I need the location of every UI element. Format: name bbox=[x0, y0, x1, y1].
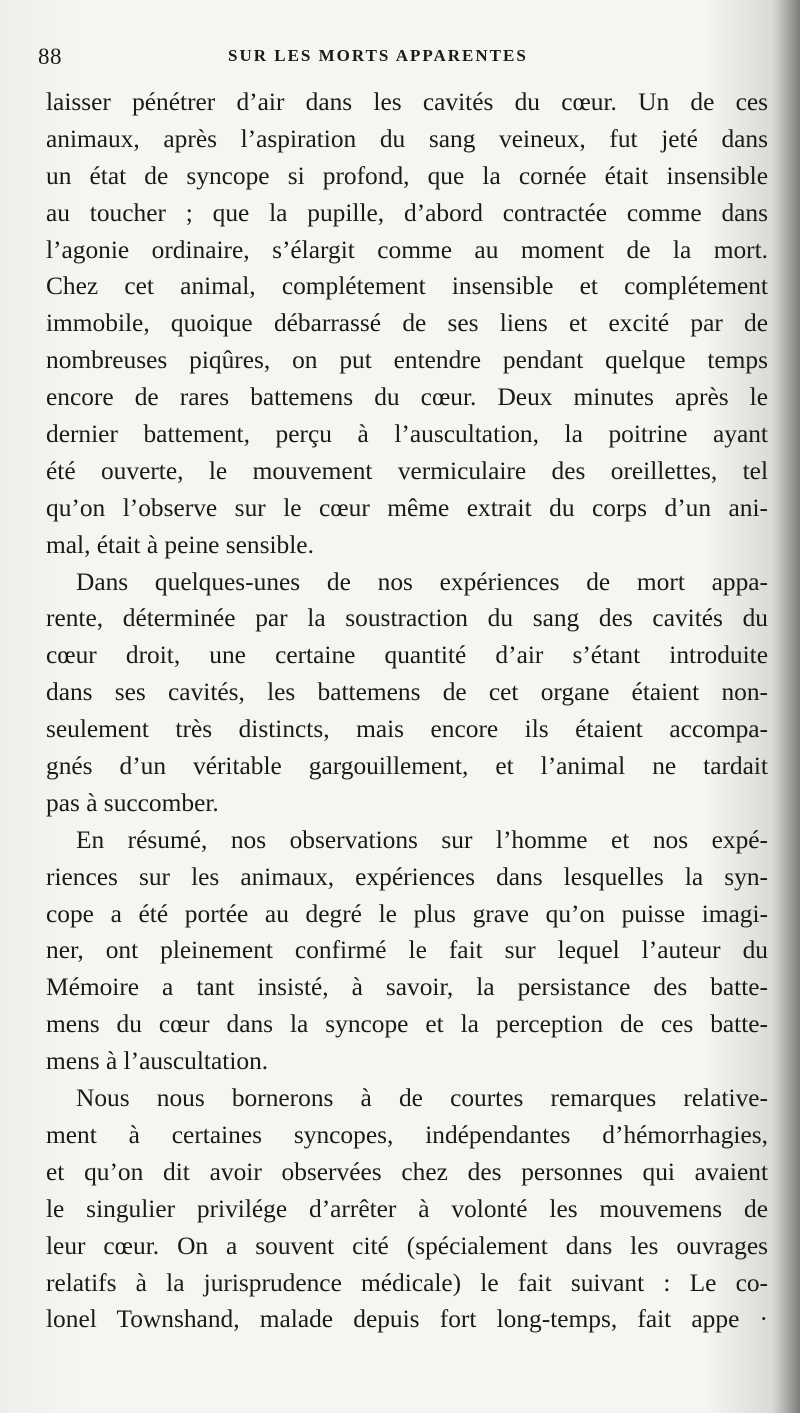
text-line: l’agonie ordinaire, s’élargit comme au moment de la mort. bbox=[46, 235, 768, 264]
text-line: qu’on l’observe sur le cœur même extrait du corps d’un ani- bbox=[46, 493, 768, 522]
text-line: relatifs à la jurisprudence médicale) le fait suivant : Le co- bbox=[46, 1268, 768, 1297]
text-line: encore de rares battemens du cœur. Deux minutes après le bbox=[46, 383, 768, 412]
text-line: animaux, après l’aspiration du sang veineux, fut jeté dans bbox=[46, 124, 768, 153]
binding-shadow bbox=[772, 0, 800, 1413]
text-line: Dans quelques-unes de nos expériences de mort appa- bbox=[76, 567, 768, 596]
text-line: nombreuses piqûres, on put entendre pendant quelque temps bbox=[46, 346, 768, 375]
text-line: Chez cet animal, complétement insensible et complétement bbox=[46, 272, 768, 301]
text-line: et qu’on dit avoir observées chez des personnes qui avaient bbox=[46, 1157, 768, 1186]
body-text bbox=[46, 84, 768, 1338]
text-line: rente, déterminée par la soustraction du sang des cavités du bbox=[46, 604, 768, 633]
text-line: dernier battement, perçu à l’auscultation, la poitrine ayant bbox=[46, 420, 768, 449]
text-line: pas à succomber. bbox=[46, 788, 219, 817]
text-line: immobile, quoique débarrassé de ses liens et excité par de bbox=[46, 309, 768, 338]
page-number: 88 bbox=[38, 44, 62, 69]
text-line: mens du cœur dans la syncope et la perception de ces batte- bbox=[46, 1010, 768, 1039]
text-line: Nous nous bornerons à de courtes remarques relative- bbox=[76, 1084, 768, 1113]
text-line: En résumé, nos observations sur l’homme et nos expé- bbox=[76, 825, 768, 854]
text-line: mens à l’auscultation. bbox=[46, 1047, 269, 1076]
text-line: au toucher ; que la pupille, d’abord contractée comme dans bbox=[46, 198, 768, 227]
text-line: lonel Townshand, malade depuis fort long-temps, fait appe · bbox=[46, 1305, 768, 1334]
text-line: cœur droit, une certaine quantité d’air s’étant introduite bbox=[46, 641, 768, 670]
text-line: leur cœur. On a souvent cité (spécialement dans les ouvrages bbox=[46, 1231, 768, 1260]
text-line: été ouverte, le mouvement vermiculaire des oreillettes, tel bbox=[46, 456, 768, 485]
text-line: mal, était à peine sensible. bbox=[46, 530, 314, 559]
text-line: laisser pénétrer d’air dans les cavités du cœur. Un de ces bbox=[46, 88, 768, 116]
text-line: ner, ont pleinement confirmé le fait sur lequel l’auteur du bbox=[46, 936, 768, 965]
text-line: seulement très distincts, mais encore ils étaient accompa- bbox=[46, 715, 768, 744]
running-title: SUR LES MORTS APPARENTES bbox=[228, 46, 528, 65]
text-line: cope a été portée au degré le plus grave qu’on puisse imagi- bbox=[46, 899, 768, 928]
text-line: un état de syncope si profond, que la cornée était insensible bbox=[46, 161, 768, 190]
running-head bbox=[38, 42, 758, 76]
text-line: le singulier privilége d’arrêter à volonté les mouvemens de bbox=[46, 1194, 768, 1223]
text-line: riences sur les animaux, expériences dans lesquelles la syn- bbox=[46, 862, 768, 891]
text-line: gnés d’un véritable gargouillement, et l’animal ne tardait bbox=[46, 752, 768, 781]
text-line: ment à certaines syncopes, indépendantes d’hémorrhagies, bbox=[46, 1120, 768, 1149]
text-line: Mémoire a tant insisté, à savoir, la persistance des batte- bbox=[46, 973, 768, 1002]
text-line: dans ses cavités, les battemens de cet organe étaient non- bbox=[46, 678, 768, 707]
